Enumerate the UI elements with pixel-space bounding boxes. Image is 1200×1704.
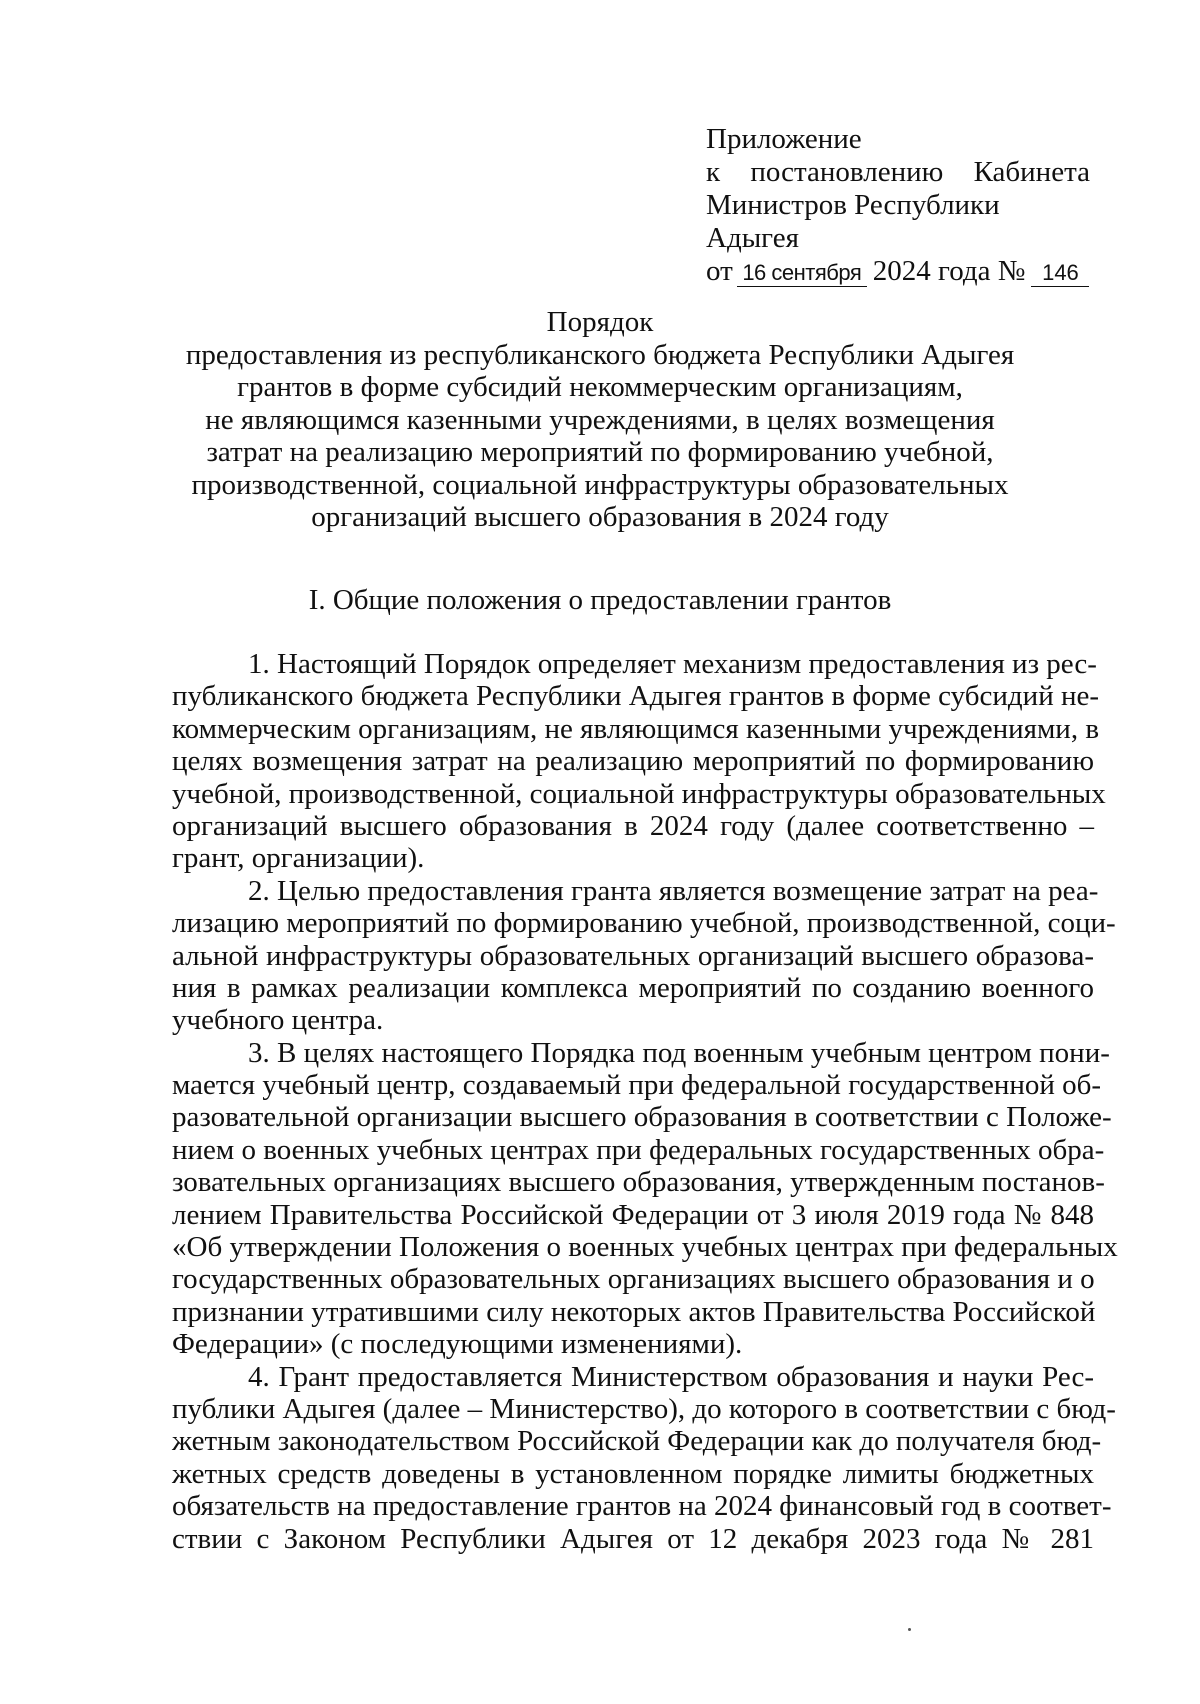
paragraph-3-line: разовательной организации высшего образования в соответствии с Положе-	[172, 1101, 1112, 1134]
paragraph-2-line: ния в рамках реализации комплекса мероприятий по созданию военного	[172, 971, 1094, 1004]
appendix-label: Приложение	[706, 123, 862, 155]
paragraph-2-line: 2. Целью предоставления гранта является возмещение затрат на реа-	[248, 874, 1099, 907]
appendix-block	[706, 123, 1090, 288]
paragraph-1-line: 1. Настоящий Порядок определяет механизм предоставления из рес-	[248, 648, 1097, 680]
paragraph-4-line: жетным законодательством Российской Федерации как до получателя бюд-	[172, 1425, 1102, 1458]
title-line: организаций высшего образования в 2024 году	[311, 501, 889, 533]
title-line: предоставления из республиканского бюджета Республики Адыгея	[185, 338, 1015, 371]
paragraph-3-line: лением Правительства Российской Федерации от 3 июля 2019 года № 848	[172, 1198, 1094, 1231]
paragraph-1-line: коммерческим организациям, не являющимся казенными учреждениями, в	[172, 712, 1100, 745]
section-heading: I. Общие положения о предоставлении грантов	[308, 584, 892, 616]
paragraph-4-line: публики Адыгея (далее – Министерство), до которого в соответствии с бюд-	[172, 1392, 1116, 1425]
document-title	[170, 306, 1030, 534]
paragraph-1-line: организаций высшего образования в 2024 году (далее соответственно –	[172, 809, 1094, 842]
paragraph-4-line: 4. Грант предоставляется Министерством образования и науки Рес-	[248, 1360, 1094, 1393]
paragraph-3-line: государственных образовательных организациях высшего образования и о	[172, 1263, 1095, 1296]
paragraph-1-line: целях возмещения затрат на реализацию мероприятий по формированию	[172, 745, 1094, 778]
document-body	[172, 648, 1118, 1555]
title-line: затрат на реализацию мероприятий по формированию учебной,	[206, 436, 994, 468]
appendix-date-line	[706, 255, 1090, 288]
title-line: грантов в форме субсидий некоммерческим организациям,	[237, 371, 963, 403]
paragraph-2-line: альной инфраструктуры образовательных организаций высшего образова-	[172, 939, 1094, 972]
paragraph-3-line: 3. В целях настоящего Порядка под военным учебным центром пони-	[248, 1036, 1110, 1069]
paragraph-2-line: лизацию мероприятий по формированию учебной, производственной, соци-	[172, 907, 1116, 940]
appendix-reference	[706, 156, 1090, 189]
paragraph-1-line: грант, организации).	[172, 842, 425, 875]
paragraph-3-line: признании утратившими силу некоторых актов Правительства Российской	[172, 1295, 1096, 1328]
paragraph-4-line: обязательств на предоставление грантов на 2024 финансовый год в соответ-	[172, 1490, 1112, 1523]
title-heading: Порядок	[546, 306, 654, 338]
date-year-number: 2024 года №	[872, 255, 1026, 287]
paragraph-3-line: Федерации» (с последующими изменениями).	[172, 1328, 743, 1361]
paragraph-3-line: зовательных организациях высшего образования, утвержденным постанов-	[172, 1166, 1105, 1199]
scan-speck	[908, 1628, 911, 1631]
title-line: производственной, социальной инфраструктуры образовательных	[191, 468, 1009, 501]
paragraph-4-line: ствии с Законом Республики Адыгея от 12 декабря 2023 года № 281	[172, 1522, 1094, 1555]
handwritten-number: 146	[1031, 260, 1089, 287]
appendix-reference-k: к	[706, 156, 721, 188]
title-line: не являющимся казенными учреждениями, в целях возмещения	[205, 403, 995, 436]
handwritten-date: 16 сентября	[737, 260, 867, 287]
paragraph-3-line: «Об утверждении Положения о военных учебных центрах при федеральных	[172, 1231, 1118, 1264]
appendix-reference-resolution: постановлению	[750, 156, 944, 188]
appendix-reference-cabinet: Кабинета	[973, 156, 1090, 188]
paragraph-3-line: нием о военных учебных центрах при федеральных государственных обра-	[172, 1133, 1105, 1166]
paragraph-2-line: учебного центра.	[172, 1004, 384, 1037]
paragraph-1-line: публиканского бюджета Республики Адыгея грантов в форме субсидий не-	[172, 680, 1100, 713]
paragraph-1-line: учебной, производственной, социальной инфраструктуры образовательных	[172, 777, 1106, 810]
appendix-ministers: Министров Республики Адыгея	[706, 189, 1000, 254]
paragraph-4-line: жетных средств доведены в установленном порядке лимиты бюджетных	[172, 1457, 1094, 1490]
date-prefix: от	[706, 255, 733, 287]
paragraph-3-line: мается учебный центр, создаваемый при федеральной государственной об-	[172, 1069, 1102, 1102]
